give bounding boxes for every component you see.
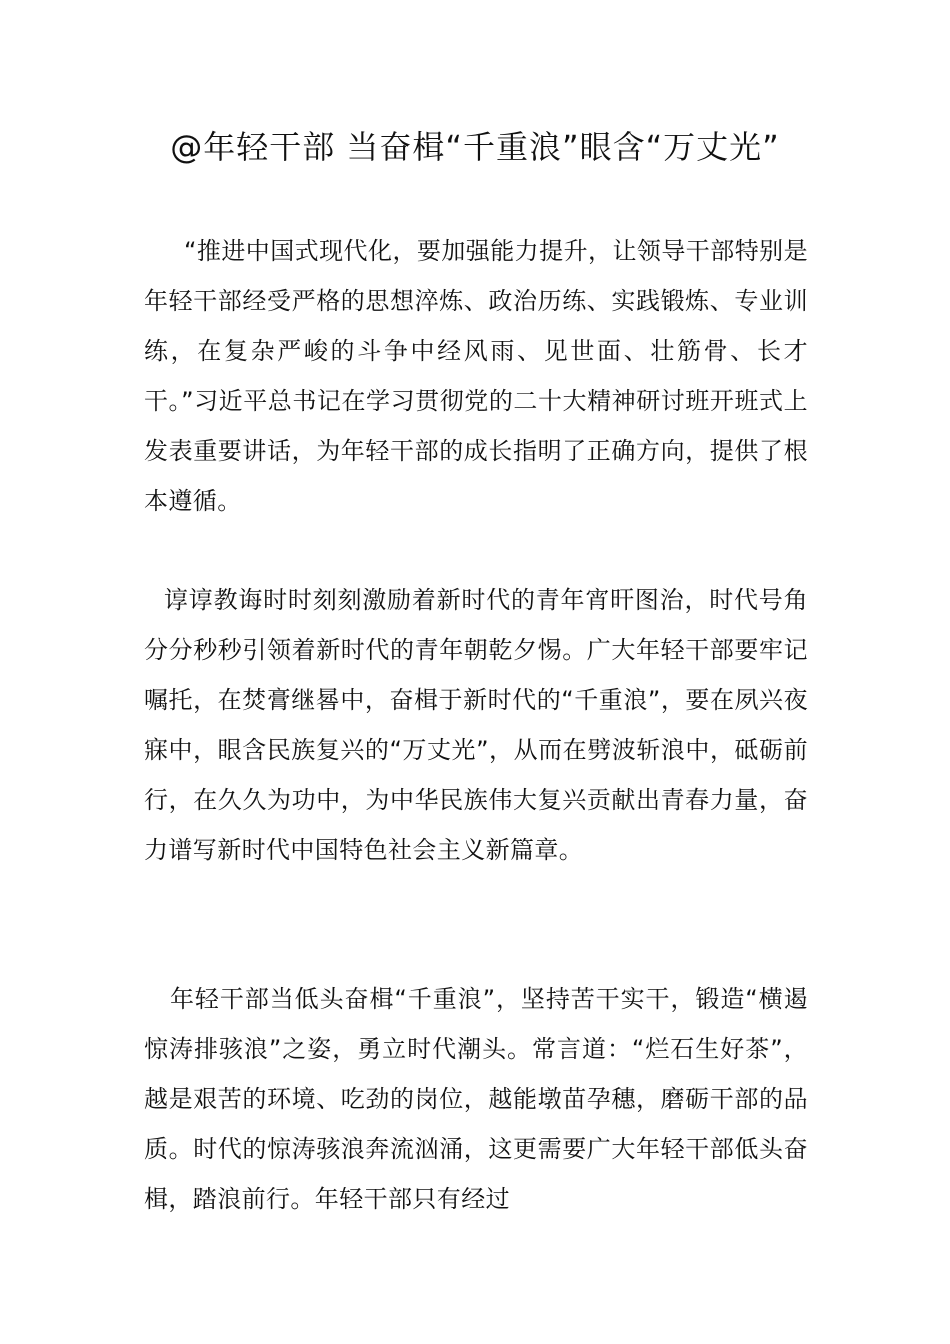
paragraph-1: “推进中国式现代化，要加强能力提升，让领导干部特别是年轻干部经受严格的思想淬炼、政治历练、实践锻炼、专业训练，在复杂严峻的斗争中经风雨、见世面、壮筋骨、长才干。”习近平总书记在学习贯彻党的二十大精神研讨班开班式上发表重要讲话，为年轻干部的成长指明了正确方向，提供了根本遵循。 — [144, 237, 808, 515]
paragraph-3: 年轻干部当低头奋楫“千重浪”，坚持苦干实干，锻造“横遏惊涛排骇浪”之姿，勇立时代潮头。常言道：“烂石生好茶”，越是艰苦的环境、吃劲的岗位，越能墩苗孕穗，磨砺干部的品质。时代的惊涛骇浪奔流汹涌，这更需要广大年轻干部低头奋楫，踏浪前行。年轻干部只有经过 — [144, 985, 808, 1213]
document-title: @年轻干部 当奋楫“千重浪”眼含“万丈光” — [170, 128, 780, 166]
paragraph-2: 谆谆教诲时时刻刻激励着新时代的青年宵旰图治，时代号角分分秒秒引领着新时代的青年朝乾夕惕。广大年轻干部要牢记嘱托，在焚膏继晷中，奋楫于新时代的“千重浪”，要在夙兴夜寐中，眼含民族复兴的“万丈光”，从而在劈波斩浪中，砥砺前行，在久久为功中，为中华民族伟大复兴贡献出青春力量，奋力谱写新时代中国特色社会主义新篇章。 — [144, 586, 808, 864]
